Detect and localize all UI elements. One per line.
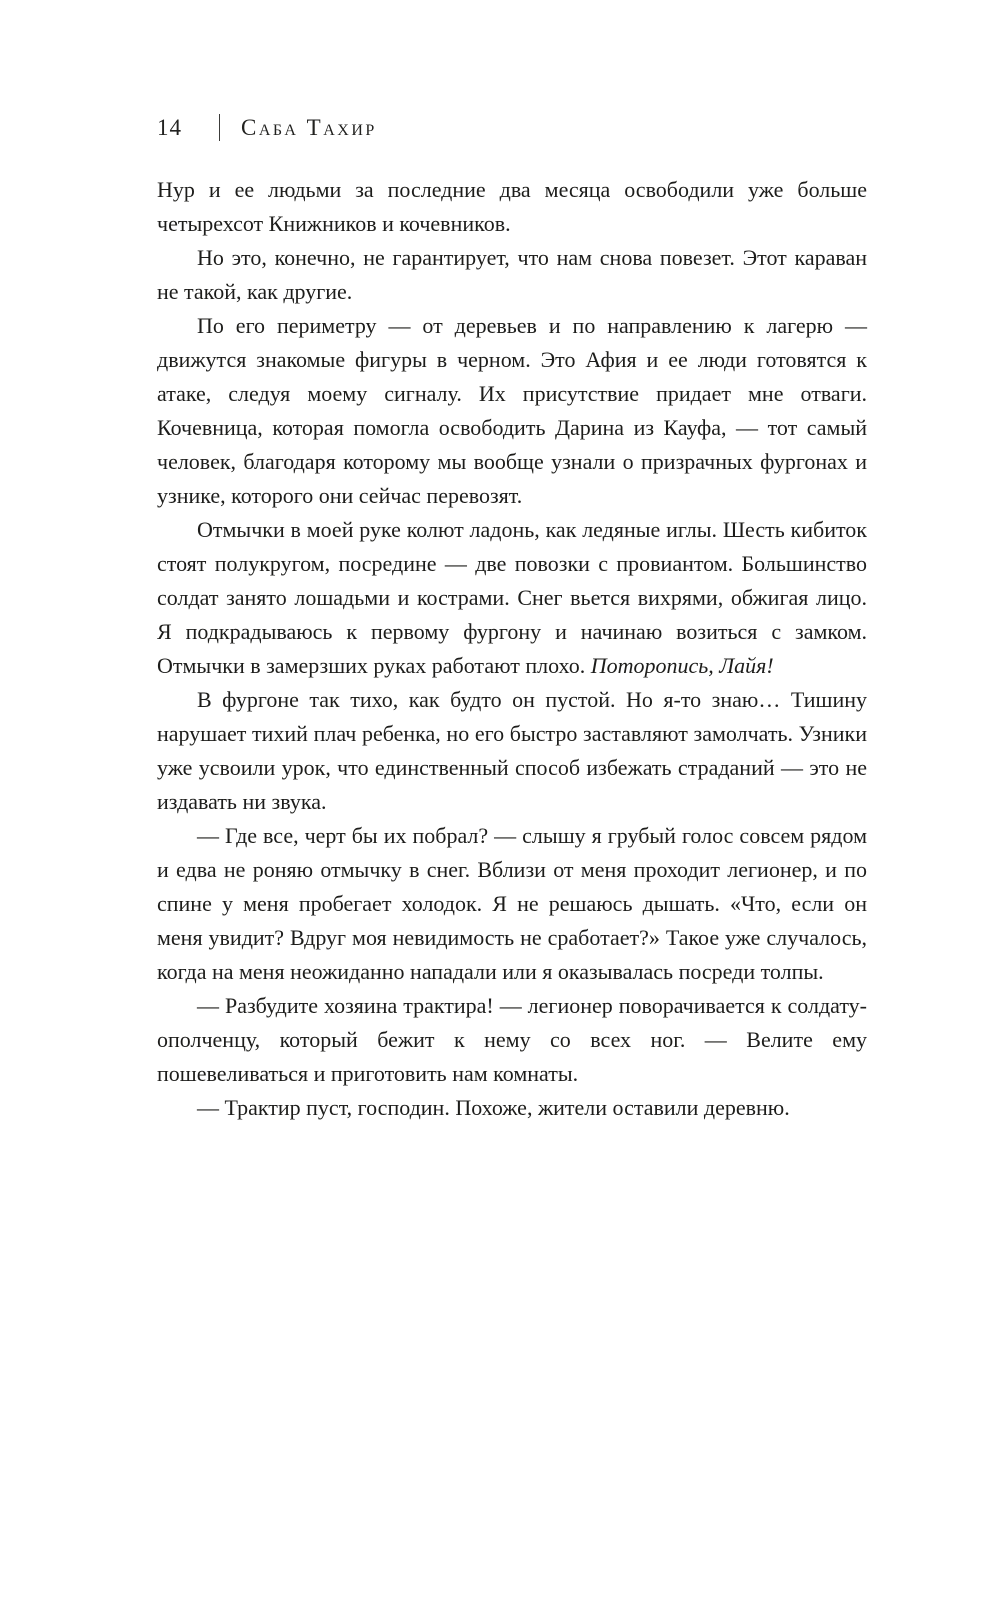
paragraph [157, 989, 867, 1091]
paragraph-text: Отмычки в моей руке колют ладонь, как ледяные иглы. Шесть кибиток стоят полукругом, посредине — две повозки с провиантом. Большинство солдат занято лошадьми и кострами. Снег вьется вихрями, обжигая лицо. Я подкрадываюсь к первому фургону и начинаю возиться с замком. Отмычки в замерзших руках работают плохо. [157, 517, 867, 678]
page-header [157, 114, 377, 141]
paragraph-text: — Разбудите хозяина трактира! — легионер поворачивается к солдату-ополченцу, который бежит к нему со всех ног. — Велите ему пошевеливаться и приготовить нам комнаты. [157, 993, 867, 1086]
author-name: Саба Тахир [241, 114, 377, 140]
page-number: 14 [157, 114, 182, 140]
paragraph-text-italic: Поторопись, Лайя! [590, 653, 774, 678]
paragraph [157, 173, 867, 241]
paragraph [157, 819, 867, 989]
paragraph-text: — Трактир пуст, господин. Похоже, жители оставили деревню. [197, 1095, 790, 1120]
paragraph-text: Но это, конечно, не гарантирует, что нам снова повезет. Этот караван не такой, как другие. [157, 245, 867, 304]
paragraph-text: По его периметру — от деревьев и по направлению к лагерю — движутся знакомые фигуры в черном. Это Афия и ее люди готовятся к атаке, следуя моему сигналу. Их присутствие придает мне отваги. Кочевница, которая помогла освободить Дарина из Кауфа, — тот самый человек, благодаря которому мы вообще узнали о призрачных фургонах и узнике, которого они сейчас перевозят. [157, 313, 867, 508]
paragraph [157, 683, 867, 819]
paragraph [157, 309, 867, 513]
paragraph [157, 1091, 867, 1125]
paragraph [157, 241, 867, 309]
paragraph [157, 513, 867, 683]
paragraph-text: В фургоне так тихо, как будто он пустой. Но я-то знаю… Тишину нарушает тихий плач ребенка, но его быстро заставляют замолчать. Узники уже усвоили урок, что единственный способ избежать страданий — это не издавать ни звука. [157, 687, 867, 814]
text-block [157, 173, 867, 1125]
paragraph-text: Нур и ее людьми за последние два месяца освободили уже больше четырехсот Книжников и кочевников. [157, 177, 867, 236]
paragraph-text: — Где все, черт бы их побрал? — слышу я грубый голос совсем рядом и едва не роняю отмычку в снег. Вблизи от меня проходит легионер, и по спине у меня пробегает холодок. Я не решаюсь дышать. «Что, если он меня увидит? Вдруг моя невидимость не сработает?» Такое уже случалось, когда на меня неожиданно нападали или я оказывалась посреди толпы. [157, 823, 867, 984]
header-divider [219, 114, 220, 141]
